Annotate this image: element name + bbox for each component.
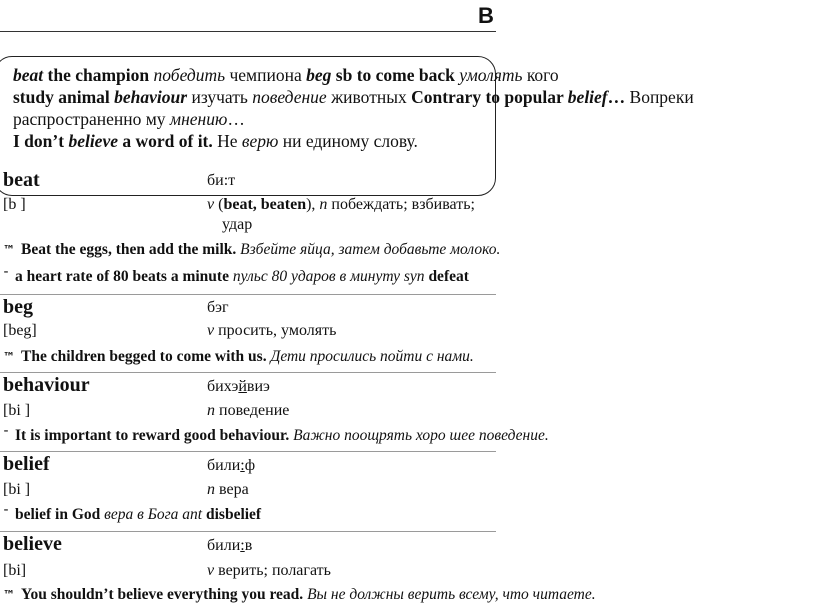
macron-icon: ˉ [3,508,9,522]
headword-behaviour: behaviour [3,374,90,396]
intro-line-3: распространенно му мнению… [13,109,245,129]
definition-beat: v (beat, beaten), n побеждать; взбивать; [207,196,475,213]
section-letter: B [478,3,494,28]
intro-line-2: study animal behaviour изучать поведение животных Contrary to popular belief… Вопреки [13,87,694,107]
tm-icon: ™ [3,350,15,364]
macron-icon: ˉ [3,429,9,443]
entry-divider [0,531,496,532]
transcription-beat: [b ] [3,196,26,213]
transcription-belief: [bi ] [3,481,31,498]
translit-behaviour: бихэйвиэ [207,378,270,395]
example-belief-1: ˉ belief in God вера в Бога ant disbelief [3,506,262,523]
macron-icon: ˉ [3,270,9,284]
translit-beg: бэг [207,299,229,316]
headword-belief: belief [3,453,50,475]
tm-icon: ™ [3,588,15,602]
transcription-believe: [bi] [3,562,27,579]
definition-beg: v просить, умолять [207,322,337,339]
example-beat-1: ™ Beat the eggs, then add the milk. Взбейте яйца, затем добавьте молоко. [3,241,501,258]
transcription-beg: [beg] [3,322,37,339]
entry-divider [0,451,496,452]
definition-belief: n вера [207,481,249,498]
top-divider [0,31,496,32]
entry-divider [0,294,496,295]
tm-icon: ™ [3,243,15,257]
translit-beat: би:т [207,172,236,189]
example-beg-1: ™ The children begged to come with us. Дети просились пойти с нами. [3,348,474,365]
example-beat-2: ˉ a heart rate of 80 beats a minute пульс 80 ударов в минуту syn defeat [3,268,469,285]
entry-divider [0,372,496,373]
definition-behaviour: n поведение [207,402,290,419]
definition-beat-cont: удар [222,216,253,233]
transcription-behaviour: [bi ] [3,402,31,419]
example-believe-1: ™ You shouldn’t believe everything you read. Вы не должны верить всему, что читаете. [3,586,596,603]
example-behaviour-1: ˉ It is important to reward good behaviour. Важно поощрять хоро шее поведение. [3,427,549,444]
headword-beg: beg [3,296,33,318]
translit-believe: били:в [207,537,253,554]
intro-line-1: beat the champion победить чемпиона beg sb to come back умолять кого [13,65,559,85]
headword-beat: beat [3,169,40,191]
headword-believe: believe [3,533,62,555]
intro-line-4: I don’t believe a word of it. Не верю ни единому слову. [13,131,418,151]
definition-believe: v верить; полагать [207,562,331,579]
translit-belief: били:ф [207,457,256,474]
